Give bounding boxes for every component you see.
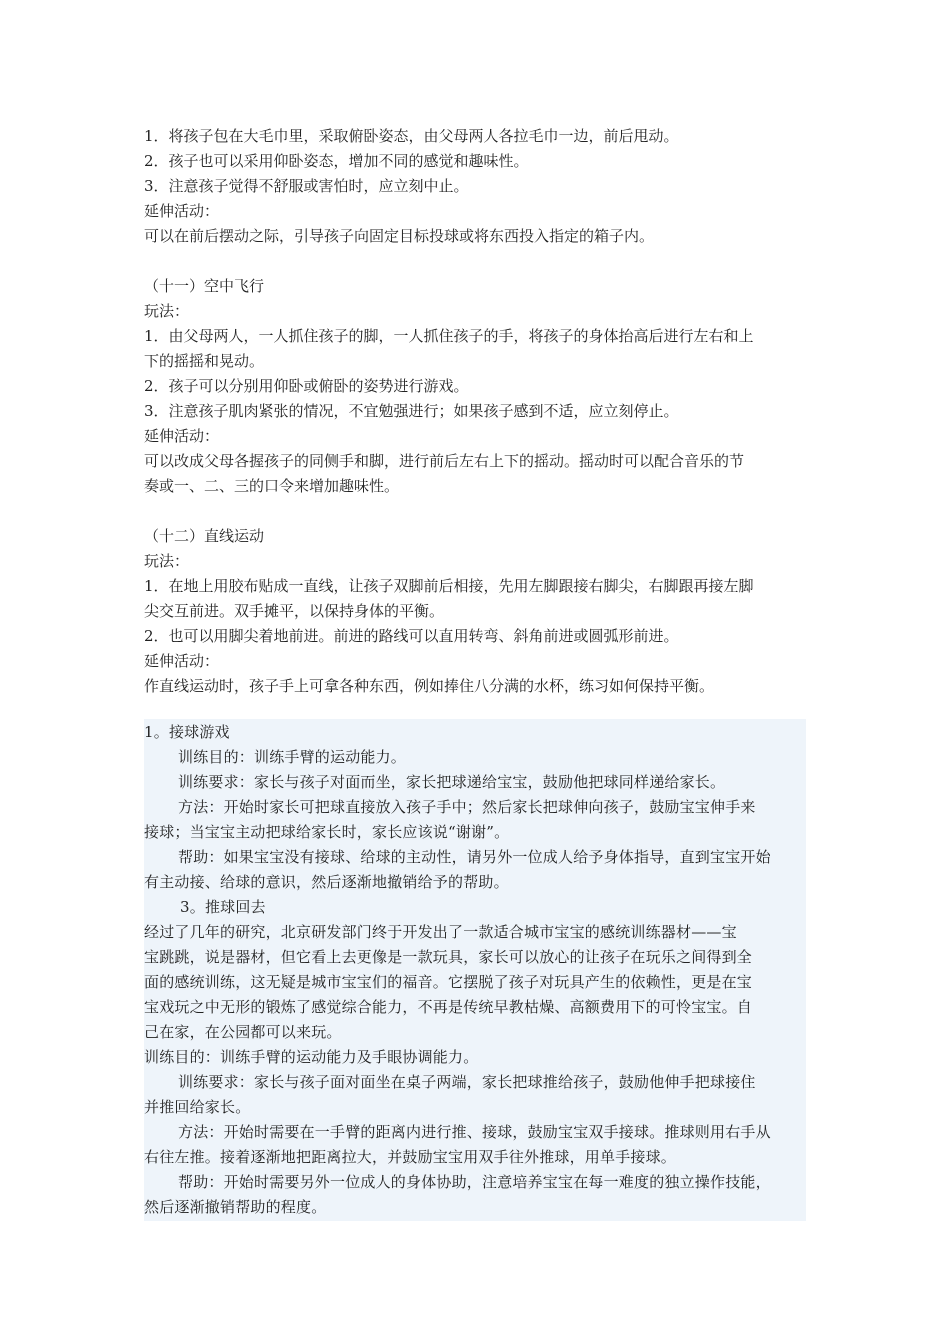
text-line: 宝跳跳，说是器材，但它看上去更像是一款玩具，家长可以放心的让孩子在玩乐之间得到全 (144, 948, 753, 966)
text-line: 奏或一、二、三的口令来增加趣味性。 (144, 477, 400, 495)
text-line: 有主动接、给球的意识，然后逐渐地撤销给予的帮助。 (144, 873, 509, 891)
text-line: 2．也可以用脚尖着地前进。前进的路线可以直用转弯、斜角前进或圆弧形前进。 (144, 627, 679, 645)
text-line: 方法：开始时家长可把球直接放入孩子手中；然后家长把球伸向孩子，鼓励宝宝伸手来 (178, 798, 756, 816)
extension-label: 延伸活动： (144, 202, 220, 220)
text-line: 经过了几年的研究，北京研发部门终于开发出了一款适合城市宝宝的感统训练器材——宝 (144, 923, 737, 941)
extension-label: 延伸活动： (144, 427, 220, 445)
text-line: 方法：开始时需要在一手臂的距离内进行推、接球，鼓励宝宝双手接球。推球则用右手从 (178, 1123, 771, 1141)
text-line: 1．由父母两人，一人抓住孩子的脚，一人抓住孩子的手，将孩子的身体抬高后进行左右和上 (144, 327, 754, 345)
text-line: 然后逐渐撤销帮助的程度。 (144, 1198, 327, 1216)
text-line: 3．注意孩子觉得不舒服或害怕时，应立刻中止。 (144, 177, 469, 195)
text-line: 面的感统训练，这无疑是城市宝宝们的福音。它摆脱了孩子对玩具产生的依赖性，更是在宝 (144, 973, 753, 991)
section-title: （十一）空中飞行 (144, 277, 265, 295)
game-title: 3。推球回去 (180, 898, 266, 916)
text-line: 训练目的：训练手臂的运动能力。 (178, 748, 407, 766)
text-line: 右往左推。接着逐渐地把距离拉大，并鼓励宝宝用双手往外推球，用单手接球。 (144, 1148, 677, 1166)
spacer (144, 249, 814, 274)
play-label: 玩法： (144, 552, 190, 570)
text-line: 接球；当宝宝主动把球给家长时，家长应该说“谢谢”。 (144, 823, 510, 841)
text-line: 宝戏玩之中无形的锻炼了感觉综合能力，不再是传统早教枯燥、高额费用下的可怜宝宝。自 (144, 998, 753, 1016)
game-title: 1。接球游戏 (144, 723, 230, 741)
text-line: 尖交互前进。双手摊平，以保持身体的平衡。 (144, 602, 445, 620)
play-label: 玩法： (144, 302, 190, 320)
document-body (144, 124, 814, 699)
text-line: 可以在前后摆动之际，引导孩子向固定目标投球或将东西投入指定的箱子内。 (144, 227, 655, 245)
spacer (144, 499, 814, 524)
text-line: 2．孩子可以分别用仰卧或俯卧的姿势进行游戏。 (144, 377, 469, 395)
text-line: 作直线运动时，孩子手上可拿各种东西，例如捧住八分满的水杯，练习如何保持平衡。 (144, 677, 715, 695)
text-line: 1．将孩子包在大毛巾里，采取俯卧姿态，由父母两人各拉毛巾一边，前后甩动。 (144, 127, 679, 145)
extension-label: 延伸活动： (144, 652, 220, 670)
text-line: 训练目的：训练手臂的运动能力及手眼协调能力。 (144, 1048, 479, 1066)
shaded-block (144, 719, 806, 1221)
text-line: 帮助：开始时需要另外一位成人的身体协助，注意培养宝宝在每一难度的独立操作技能， (178, 1173, 771, 1191)
text-line: 训练要求：家长与孩子对面而坐，家长把球递给宝宝，鼓励他把球同样递给家长。 (178, 773, 726, 791)
text-line: 帮助：如果宝宝没有接球、给球的主动性，请另外一位成人给予身体指导，直到宝宝开始 (178, 848, 771, 866)
text-line: 并推回给家长。 (144, 1098, 251, 1116)
text-line: 2．孩子也可以采用仰卧姿态，增加不同的感觉和趣味性。 (144, 152, 529, 170)
section-title: （十二）直线运动 (144, 527, 265, 545)
text-line: 可以改成父母各握孩子的同侧手和脚，进行前后左右上下的摇动。摇动时可以配合音乐的节 (144, 452, 745, 470)
text-line: 己在家，在公园都可以来玩。 (144, 1023, 342, 1041)
text-line: 训练要求：家长与孩子面对面坐在桌子两端，家长把球推给孩子，鼓励他伸手把球接住 (178, 1073, 756, 1091)
text-line: 1．在地上用胶布贴成一直线，让孩子双脚前后相接，先用左脚跟接右脚尖，右脚跟再接左脚 (144, 577, 754, 595)
text-line: 3．注意孩子肌肉紧张的情况，不宜勉强进行；如果孩子感到不适，应立刻停止。 (144, 402, 679, 420)
text-line: 下的摇摇和晃动。 (144, 352, 265, 370)
